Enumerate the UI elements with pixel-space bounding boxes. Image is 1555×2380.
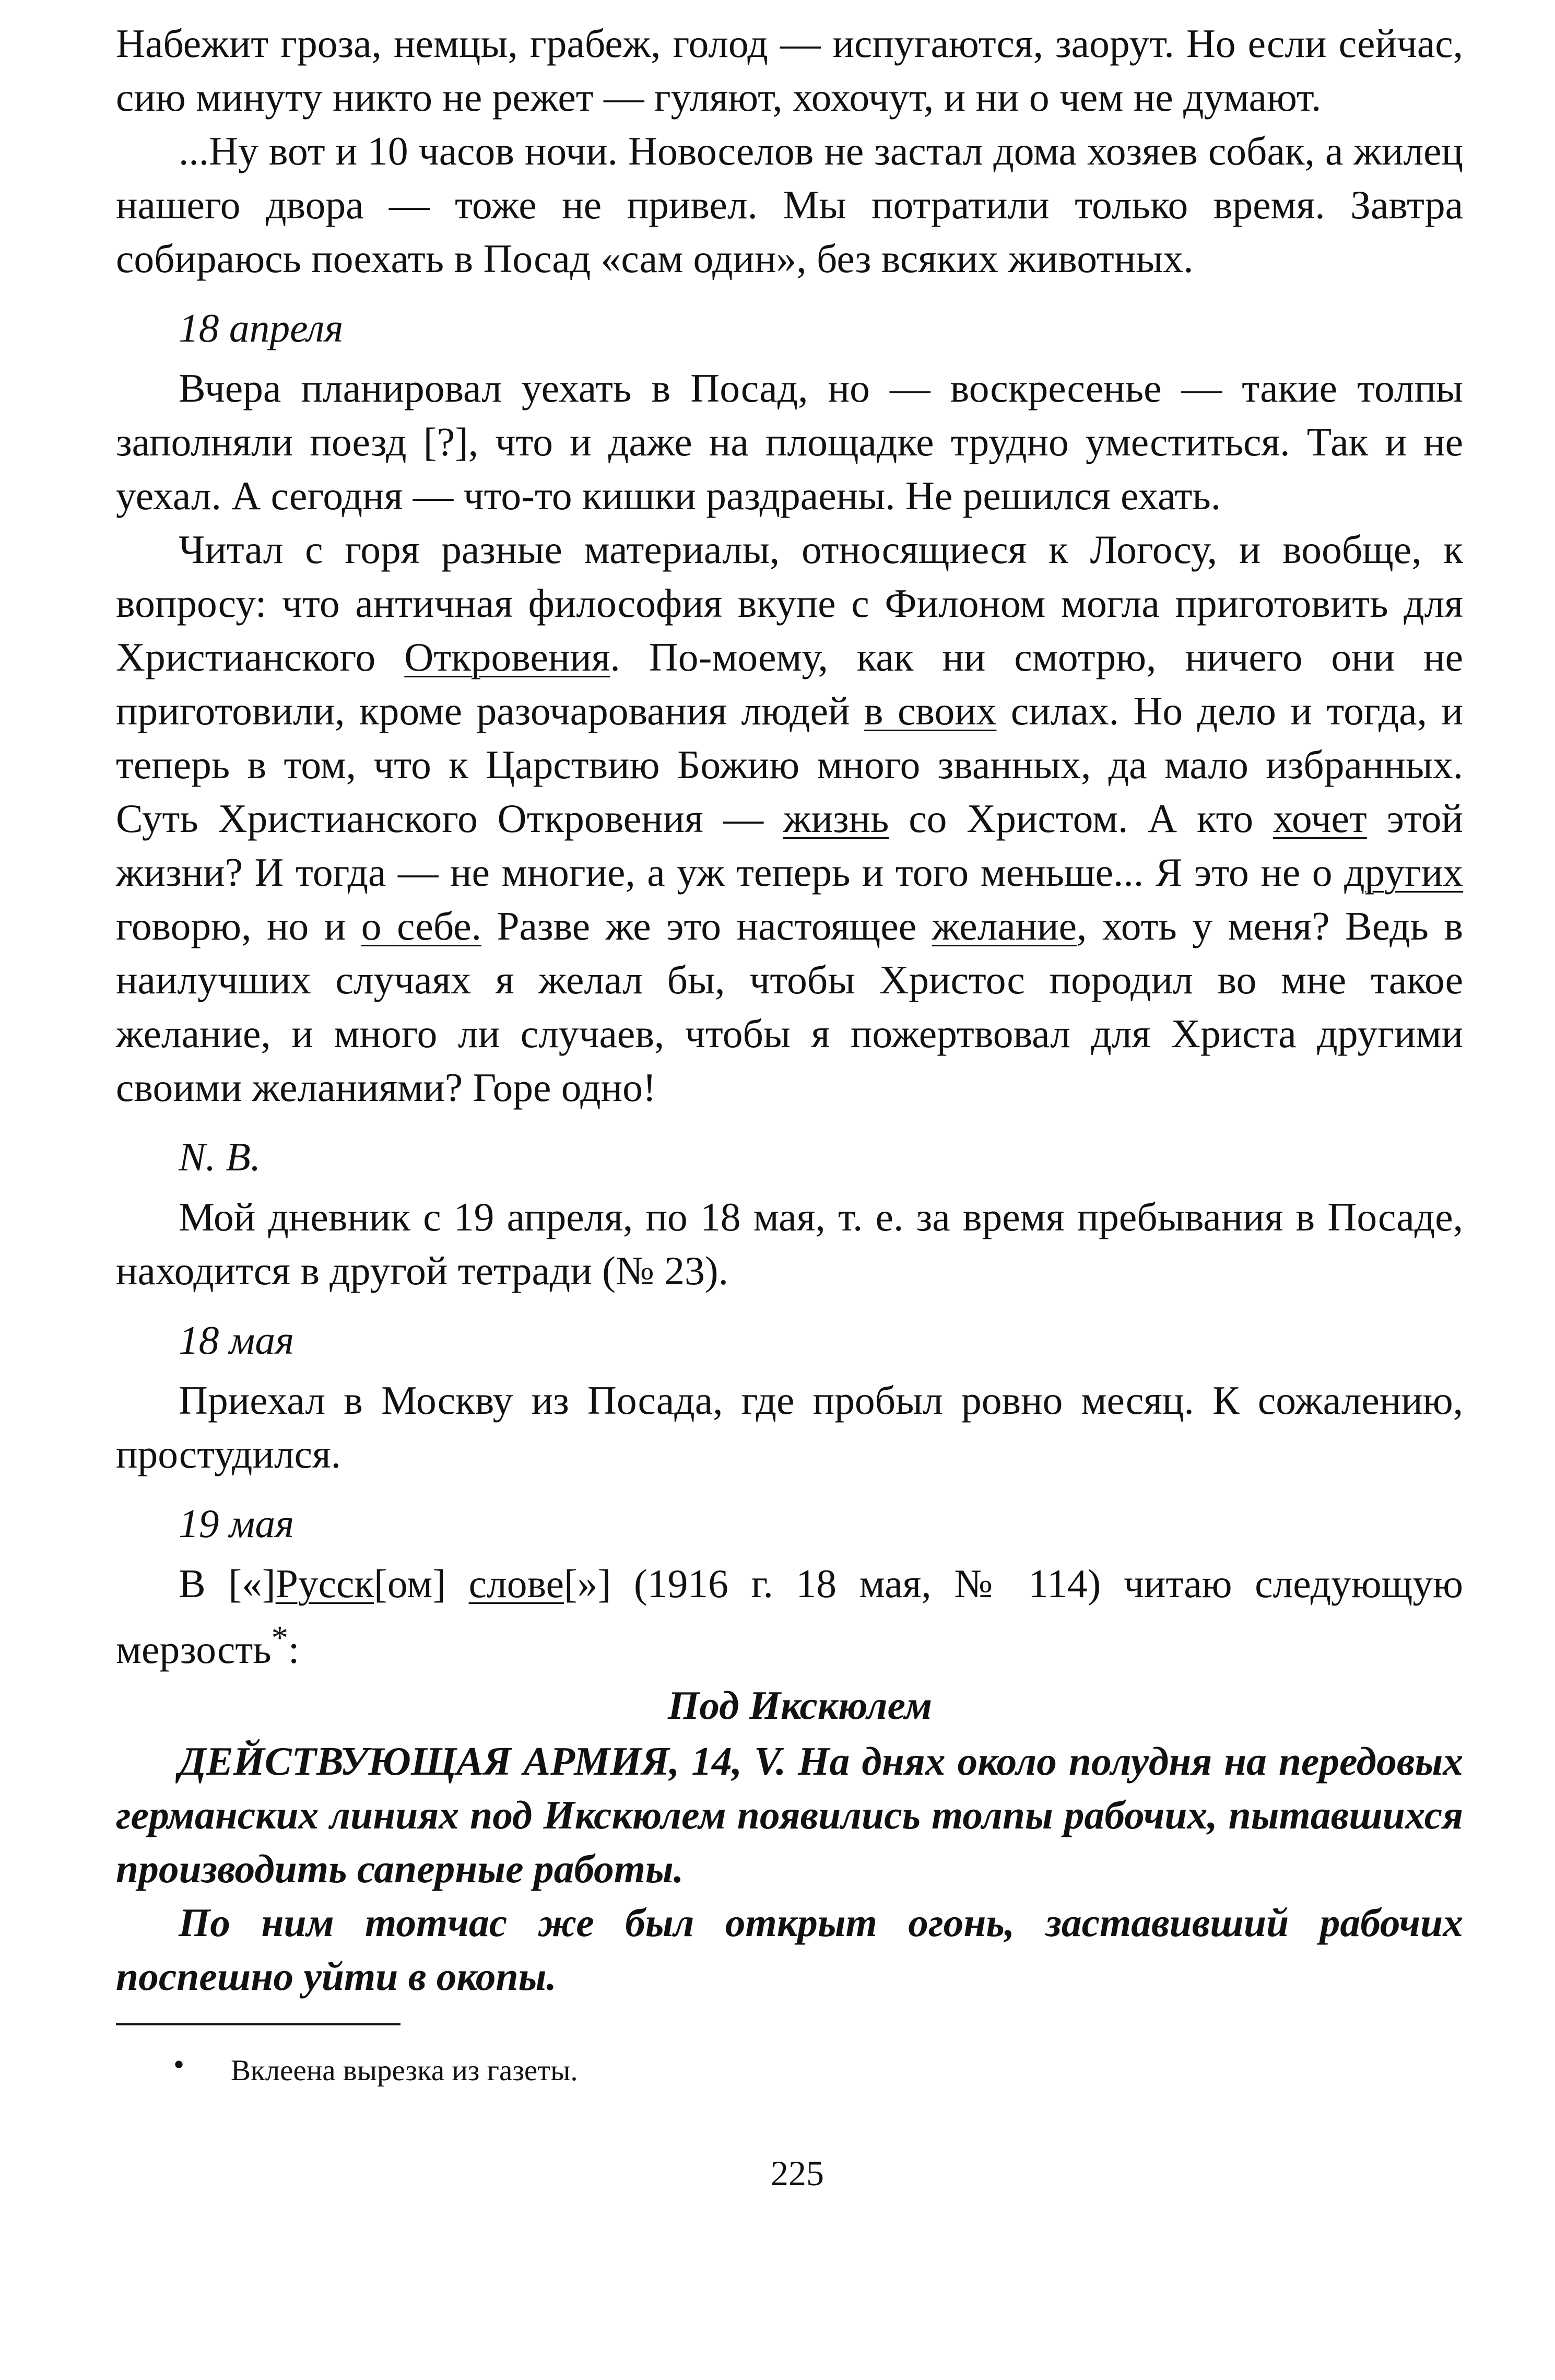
text-run: Читал с горя разные материалы, относящиеся к Логосу, и вообще, к вопросу: что античная философия вкупе с Филоном могла приготовить для Христианского — [116, 527, 1463, 679]
text-run: этой жизни? И тогда — не многие, а уж теперь и того меньше... Я это не о — [116, 796, 1463, 895]
date-heading-19-may: 19 мая — [179, 1501, 294, 1546]
may-18-paragraph — [116, 1374, 1463, 1481]
underlined-word: желание — [932, 904, 1077, 948]
footnote-text: Вклеена вырезка из газеты. — [231, 2054, 578, 2087]
text-run: Вчера планировал уехать в Посад, но — воскресенье — такие толпы заполняли поезд [?], что и даже на площадке трудно уместиться. Так и не уехал. А сегодня — что-то кишки раздраены. Не решился ехать. — [116, 366, 1463, 518]
text-run: со Христом. А кто — [889, 796, 1274, 841]
may-19-paragraph — [116, 1557, 1463, 1676]
text-run: говорю, но и — [116, 904, 361, 948]
text-run: [ом] — [374, 1561, 469, 1606]
footnote-mark: • — [173, 2047, 185, 2082]
date-heading-18-may: 18 мая — [179, 1318, 294, 1363]
text-run: По ним тотчас же был открыт огонь, заставивший рабочих поспешно уйти в окопы. — [116, 1900, 1463, 1999]
underlined-word: Русск — [275, 1561, 374, 1606]
footnote-divider — [116, 2023, 400, 2025]
intro-paragraph-2 — [116, 124, 1463, 286]
text-run: ДЕЙСТВУЮЩАЯ АРМИЯ, 14, V. На днях около полудня на передовых германских линиях под Икскюлем появились толпы рабочих, пытавшихся производить саперные работы. — [116, 1738, 1463, 1891]
april-18-paragraph-1 — [116, 361, 1463, 523]
page-number: 225 — [771, 2153, 824, 2193]
date-heading-18-april: 18 апреля — [179, 306, 344, 350]
underlined-word: в своих — [864, 688, 997, 733]
underlined-word: слове — [468, 1561, 564, 1606]
nb-label: N. B. — [179, 1134, 261, 1179]
underlined-word: о себе. — [361, 904, 481, 948]
underlined-word: хочет — [1273, 796, 1367, 841]
text-run: Набежит гроза, немцы, грабеж, голод — испугаются, заорут. Но если сейчас, сию минуту никто не режет — гуляют, хохочут, и ни о чем не думают. — [116, 21, 1463, 120]
text-run: , хоть у меня? Ведь в наилучших случаях я желал бы, чтобы Христос породил во мне такое желание, и много ли случаев, чтобы я пожертвовал для Христа другими своими желаниями? Горе одно! — [116, 904, 1463, 1110]
intro-paragraph-1 — [116, 17, 1463, 124]
underlined-word: Откровения — [404, 635, 610, 679]
text-run: Разве же это настоящее — [481, 904, 932, 948]
text-run: ...Ну вот и 10 часов ночи. Новоселов не застал дома хозяев собак, а жилец нашего двора — тоже не привел. Мы потратили только время. Завтра собираюсь поехать в Посад «сам один», без всяких животных. — [116, 128, 1463, 281]
text-run: силах. Но дело и тогда, и теперь в том, что к Царствию Божию много званных, да мало избранных. Суть Христианского Откровения — — [116, 688, 1463, 841]
text-run: [»] (1916 г. 18 мая, № 114) читаю следующую мерзость — [116, 1561, 1464, 1672]
underlined-word: других — [1344, 850, 1463, 895]
clipping-paragraph-1 — [116, 1734, 1463, 1896]
footnote — [116, 2047, 1463, 2089]
underlined-word: жизнь — [783, 796, 889, 841]
text-run: В [«] — [179, 1561, 276, 1606]
text-run: Мой дневник с 19 апреля, по 18 мая, т. е. за время пребывания в Посаде, находится в другой тетради (№ 23). — [116, 1194, 1463, 1293]
text-run: Приехал в Москву из Посада, где пробыл ровно месяц. К сожалению, простудился. — [116, 1378, 1463, 1476]
april-18-paragraph-2 — [116, 523, 1463, 1115]
clipping-paragraph-2 — [116, 1896, 1463, 2003]
text-run: : — [288, 1626, 300, 1672]
text-run: . По-моему, как ни смотрю, ничего они не приготовили, кроме разочарования людей — [116, 635, 1463, 733]
clipping-headline: Под Икскюлем — [667, 1682, 933, 1728]
document-page — [116, 17, 1463, 2200]
nb-paragraph — [116, 1190, 1463, 1298]
footnote-marker: * — [271, 1619, 288, 1656]
